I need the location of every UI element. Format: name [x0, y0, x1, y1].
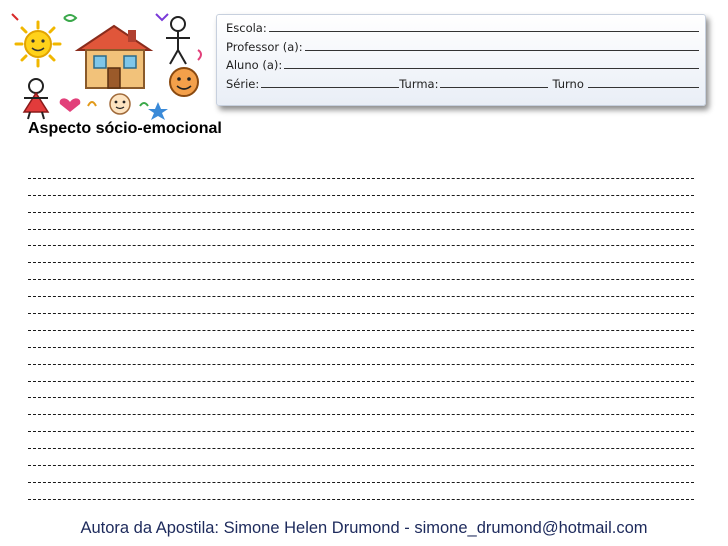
stick-figure-icon — [166, 17, 190, 64]
writing-line[interactable] — [28, 483, 694, 500]
teacher-label: Professor (a): — [226, 39, 303, 54]
student-info-box — [216, 14, 706, 106]
writing-line[interactable] — [28, 466, 694, 483]
writing-line[interactable] — [28, 331, 694, 348]
teacher-line — [226, 38, 699, 57]
writing-lines-area[interactable] — [28, 162, 694, 500]
school-line — [226, 19, 699, 38]
baby-face-icon — [110, 94, 130, 114]
shift-label: Turno — [552, 76, 584, 91]
writing-line[interactable] — [28, 246, 694, 263]
house-icon — [78, 26, 150, 88]
writing-line[interactable] — [28, 179, 694, 196]
writing-line[interactable] — [28, 449, 694, 466]
author-credit: Autora da Apostila: Simone Helen Drumond - simone_drumond@hotmail.com — [80, 519, 648, 537]
grade-label: Série: — [226, 76, 260, 91]
smiley-face-icon — [170, 68, 198, 96]
writing-line[interactable] — [28, 314, 694, 331]
writing-line[interactable] — [28, 398, 694, 415]
section-title: Aspecto sócio-emocional — [28, 120, 222, 137]
class-field[interactable] — [440, 75, 548, 88]
girl-figure-icon — [24, 79, 48, 119]
writing-line[interactable] — [28, 365, 694, 382]
grade-field[interactable] — [261, 75, 399, 88]
writing-line[interactable] — [28, 162, 694, 179]
school-field[interactable] — [269, 19, 699, 32]
student-field[interactable] — [284, 56, 699, 69]
writing-line[interactable] — [28, 263, 694, 280]
writing-line[interactable] — [28, 196, 694, 213]
writing-line[interactable] — [28, 415, 694, 432]
star-icon — [148, 102, 168, 120]
sun-icon — [16, 22, 60, 66]
student-line — [226, 56, 699, 75]
writing-line[interactable] — [28, 432, 694, 449]
grade-class-shift-line — [226, 75, 699, 94]
class-label: Turma: — [399, 76, 439, 91]
writing-line[interactable] — [28, 348, 694, 365]
shift-field[interactable] — [588, 75, 699, 88]
children-clipart — [8, 6, 214, 120]
student-label: Aluno (a): — [226, 58, 283, 72]
writing-line[interactable] — [28, 382, 694, 399]
writing-line[interactable] — [28, 297, 694, 314]
writing-line[interactable] — [28, 280, 694, 297]
writing-line[interactable] — [28, 230, 694, 247]
school-label: Escola: — [226, 21, 267, 35]
heart-icon — [60, 98, 81, 112]
teacher-field[interactable] — [305, 38, 699, 51]
writing-line[interactable] — [28, 213, 694, 230]
